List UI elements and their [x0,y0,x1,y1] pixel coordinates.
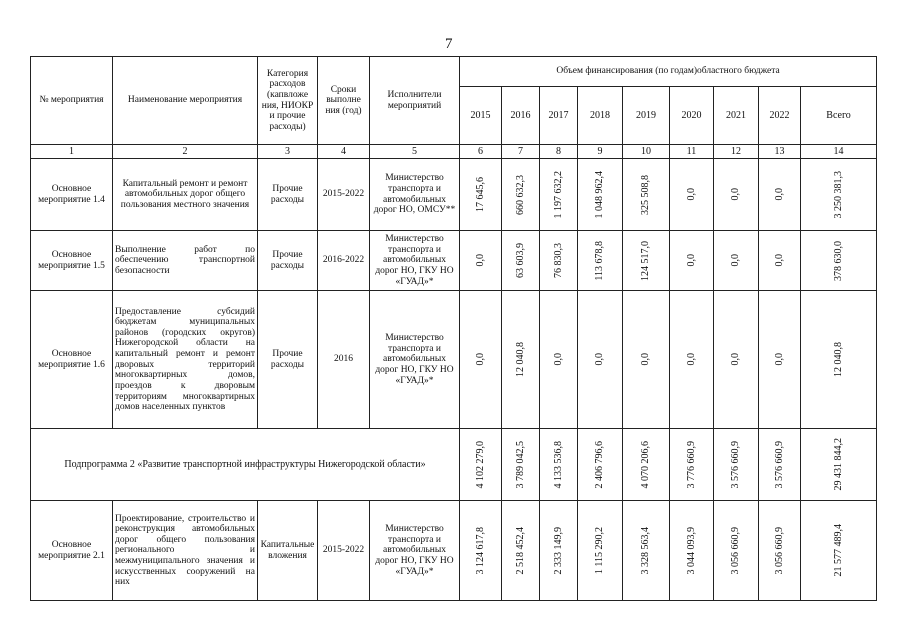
row-name: Выполнение работ по обеспечению транспортной безопасности [113,231,258,291]
value-cell: 1 197 632,2 [552,170,564,219]
value-cell: 3 576 660,9 [730,440,742,489]
row-category: Капитальные вложения [258,501,318,601]
value-cell: 0,0 [594,353,606,366]
column-index: 2 [113,145,258,159]
row-executors: Министерство транспорта и автомобильных дорог НО, ГКУ НО «ГУАД»* [370,501,460,601]
header-year-2017: 2017 [540,87,578,145]
value-cell: 0,0 [773,353,785,366]
header-funding: Объем финансирования (по годам)областного бюджета [460,57,877,87]
table-row [31,231,877,291]
header-category: Категория расходов (капвложе ния, НИОКР и прочие расходы) [258,57,318,145]
value-cell: 0,0 [730,188,742,201]
header-row-1 [31,57,877,87]
header-year-2016: 2016 [502,87,540,145]
value-cell: 0,0 [552,353,564,366]
value-cell: 1 115 290,2 [594,527,606,575]
row-executors: Министерство транспорта и автомобильных дорог НО, ГКУ НО «ГУАД»* [370,291,460,429]
funding-table [30,56,877,601]
value-cell: 0,0 [773,188,785,201]
header-year-2015: 2015 [460,87,502,145]
header-total: Всего [801,87,877,145]
value-cell: 0,0 [685,254,697,267]
header-num: № мероприятия [31,57,113,145]
row-name: Капитальный ремонт и ремонт автомобильных дорог общего пользования местного значения [113,159,258,231]
header-year-2018: 2018 [578,87,623,145]
row-num: Основное мероприятие 1.6 [31,291,113,429]
row-category: Прочие расходы [258,159,318,231]
value-cell: 3 056 660,9 [773,526,785,575]
header-terms: Сроки выполне ния (год) [318,57,370,145]
value-cell: 3 328 563,4 [640,526,652,575]
table-row [31,159,877,231]
row-num: Основное мероприятие 1.4 [31,159,113,231]
value-cell: 4 070 206,6 [640,440,652,489]
value-cell: 3 056 660,9 [730,526,742,575]
row-name: Проектирование, строительство и реконструкция автомобильных дорог общего пользования регионального и межмуниципального значения и искусственных сооружений на них [113,501,258,601]
value-cell: 325 508,8 [640,174,652,215]
header-name: Наименование мероприятия [113,57,258,145]
value-cell: 3 576 660,9 [773,440,785,489]
header-year-2020: 2020 [670,87,714,145]
value-cell: 76 830,3 [552,243,564,279]
column-index: 14 [801,145,877,159]
value-cell: 0,0 [685,353,697,366]
value-cell: 0,0 [474,254,486,267]
value-cell: 2 406 796,6 [594,440,606,489]
column-index: 3 [258,145,318,159]
column-index: 8 [540,145,578,159]
page-number: 7 [445,36,453,52]
column-index: 5 [370,145,460,159]
value-cell: 12 040,8 [514,342,526,378]
column-index: 1 [31,145,113,159]
subprogram-label: Подпрограмма 2 «Развитие транспортной инфраструктуры Нижегородской области» [31,429,460,501]
value-cell: 3 124 617,8 [474,526,486,575]
table-row [31,291,877,429]
header-year-2019: 2019 [623,87,670,145]
row-num: Основное мероприятие 2.1 [31,501,113,601]
column-index: 11 [670,145,714,159]
value-cell: 113 678,8 [594,240,606,281]
header-year-2022: 2022 [759,87,801,145]
value-cell: 2 518 452,4 [514,526,526,575]
value-cell: 17 645,6 [474,177,486,213]
value-total: 29 431 844,2 [832,438,844,491]
subprogram-row [31,429,877,501]
value-total: 21 577 489,4 [832,524,844,577]
value-total: 12 040,8 [832,342,844,378]
table-row [31,501,877,601]
row-num: Основное мероприятие 1.5 [31,231,113,291]
value-cell: 4 102 279,0 [474,440,486,489]
value-cell: 660 632,3 [514,174,526,215]
row-terms: 2016 [318,291,370,429]
value-cell: 0,0 [730,353,742,366]
row-terms: 2016-2022 [318,231,370,291]
row-name: Предоставление субсидий бюджетам муниципальных районов (городских округов) Нижегородской области на капитальный ремонт и ремонт дворовых территорий многоквартирных домов, проездов к дворовым территориям многоквартирных домов населенных пунктов [113,291,258,429]
row-terms: 2015-2022 [318,501,370,601]
column-index: 13 [759,145,801,159]
value-cell: 3 789 042,5 [514,440,526,489]
column-index: 6 [460,145,502,159]
row-executors: Министерство транспорта и автомобильных дорог НО, ГКУ НО «ГУАД»* [370,231,460,291]
value-cell: 0,0 [773,254,785,267]
value-cell: 124 517,0 [640,240,652,281]
column-index-row [31,145,877,159]
row-category: Прочие расходы [258,231,318,291]
column-index: 10 [623,145,670,159]
value-cell: 0,0 [685,188,697,201]
value-cell: 0,0 [474,353,486,366]
value-total: 378 630,0 [832,240,844,281]
value-cell: 2 333 149,9 [552,526,564,575]
value-cell: 3 776 660,9 [685,440,697,489]
value-cell: 3 044 093,9 [685,526,697,575]
column-index: 12 [714,145,759,159]
header-executors: Исполнители мероприятий [370,57,460,145]
row-terms: 2015-2022 [318,159,370,231]
column-index: 9 [578,145,623,159]
value-cell: 0,0 [640,353,652,366]
value-total: 3 250 381,3 [832,170,844,219]
column-index: 7 [502,145,540,159]
value-cell: 63 603,9 [514,243,526,279]
row-executors: Министерство транспорта и автомобильных дорог НО, ОМСУ** [370,159,460,231]
row-category: Прочие расходы [258,291,318,429]
value-cell: 1 048 962,4 [594,170,606,219]
column-index: 4 [318,145,370,159]
value-cell: 4 133 536,8 [552,440,564,489]
value-cell: 0,0 [730,254,742,267]
header-year-2021: 2021 [714,87,759,145]
